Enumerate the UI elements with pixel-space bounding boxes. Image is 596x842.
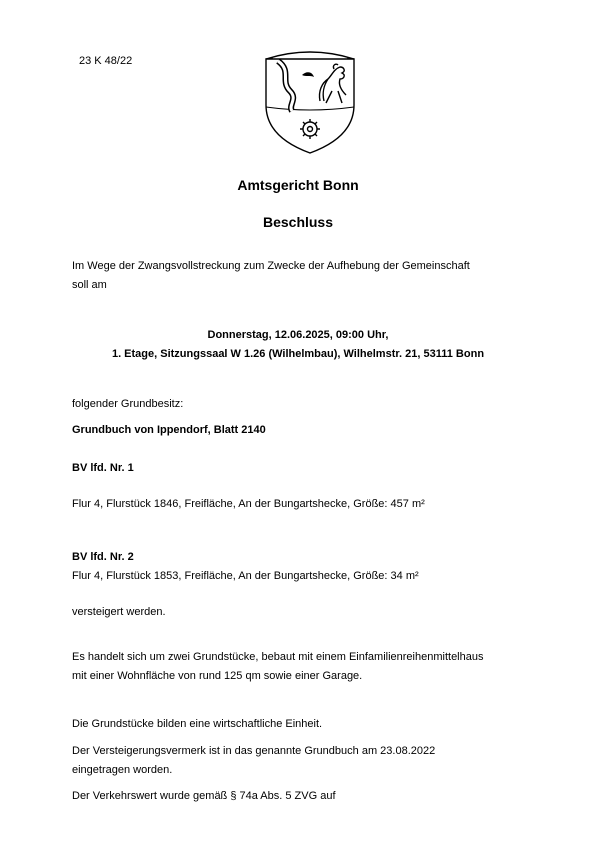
market-value-line: Der Verkehrswert wurde gemäß § 74a Abs. 5 ZVG auf xyxy=(72,790,336,802)
nrw-coat-of-arms-icon xyxy=(262,45,358,155)
registration-line-1: Der Versteigerungsvermerk ist in das genannte Grundbuch am 23.08.2022 xyxy=(72,745,436,757)
auction-location: 1. Etage, Sitzungssaal W 1.26 (Wilhelmbau), Wilhelmstr. 21, 53111 Bonn xyxy=(111,348,485,360)
intro-line-1: Im Wege der Zwangsvollstreckung zum Zwecke der Aufhebung der Gemeinschaft xyxy=(72,260,470,272)
property-intro: folgender Grundbesitz: xyxy=(72,398,184,410)
auction-date: Donnerstag, 12.06.2025, 09:00 Uhr, xyxy=(207,329,389,341)
file-number: 23 K 48/22 xyxy=(79,55,133,67)
intro-line-2: soll am xyxy=(72,279,107,291)
description-line-2: mit einer Wohnfläche von rund 125 qm sowie einer Garage. xyxy=(72,670,363,682)
registration-line-2: eingetragen worden. xyxy=(72,764,173,776)
parcel-desc-1: Flur 4, Flurstück 1846, Freifläche, An der Bungartshecke, Größe: 457 m² xyxy=(72,498,425,510)
document-type: Beschluss xyxy=(262,214,334,230)
parcel-heading-2: BV lfd. Nr. 2 xyxy=(72,551,134,563)
unit-note: Die Grundstücke bilden eine wirtschaftliche Einheit. xyxy=(72,718,323,730)
land-register: Grundbuch von Ippendorf, Blatt 2140 xyxy=(72,424,266,436)
parcel-desc-2: Flur 4, Flurstück 1853, Freifläche, An der Bungartshecke, Größe: 34 m² xyxy=(72,570,419,582)
parcel-heading-1: BV lfd. Nr. 1 xyxy=(72,462,134,474)
court-name: Amtsgericht Bonn xyxy=(237,177,359,193)
description-line-1: Es handelt sich um zwei Grundstücke, bebaut mit einem Einfamilienreihenmittelhaus xyxy=(72,651,484,663)
auctioned-text: versteigert werden. xyxy=(72,606,166,618)
